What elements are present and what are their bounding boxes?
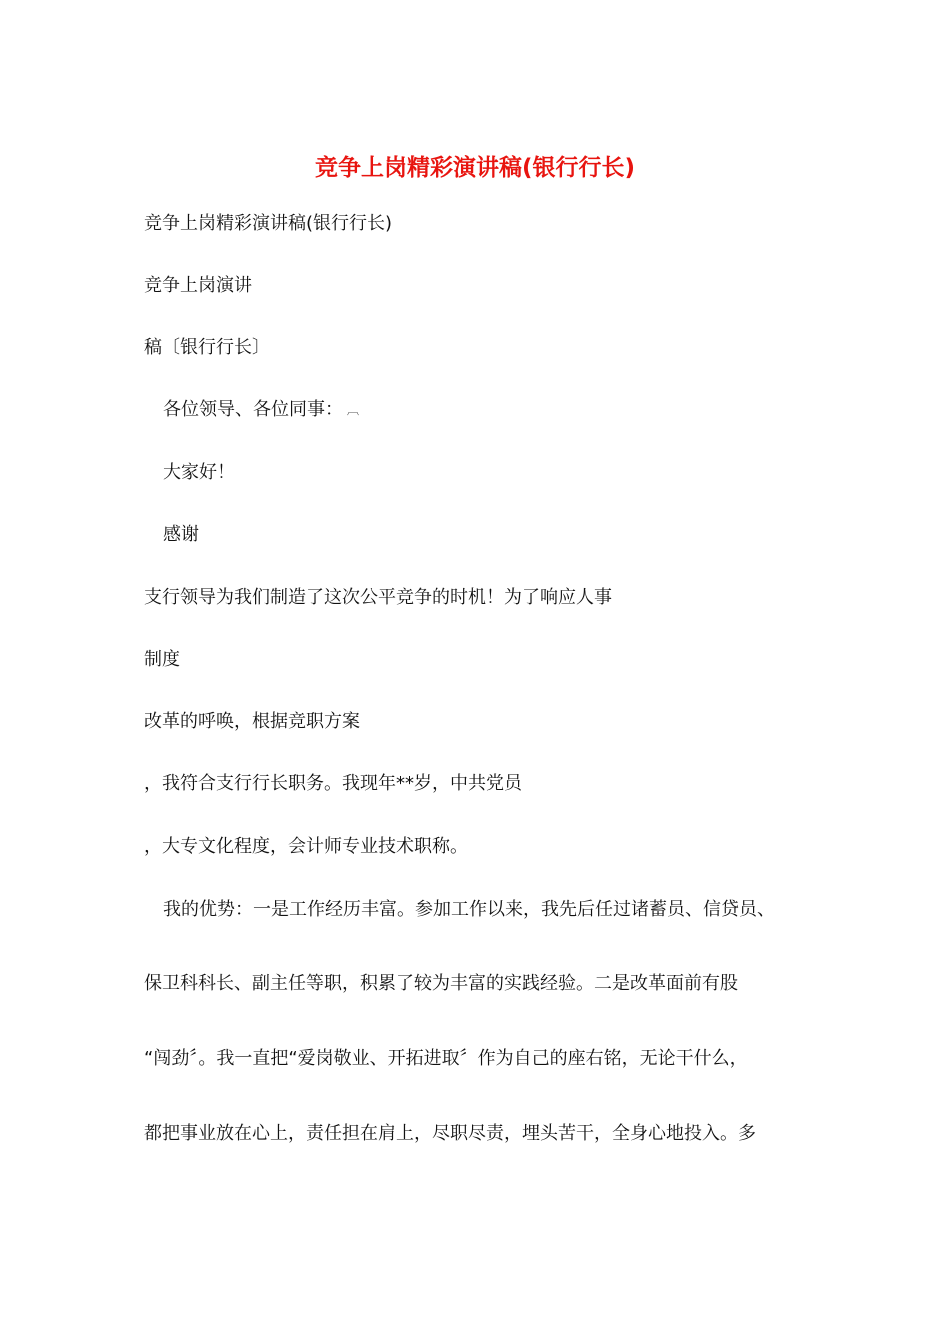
- text-line-8: 制度: [144, 649, 180, 670]
- bracket-mark-icon: ︹: [347, 403, 360, 417]
- text-line-1: 竞争上岗精彩演讲稿(银行行长): [144, 213, 393, 234]
- text-line-2: 竞争上岗演讲: [144, 275, 252, 296]
- text-line-9: 改革的呼唤，根据竞职方案: [144, 711, 360, 732]
- text-line-11: ，大专文化程度，会计师专业技术职称。: [144, 836, 468, 857]
- text-line-12: 我的优势：一是工作经历丰富。参加工作以来，我先后任过诸蓄员、信贷员、: [163, 899, 775, 920]
- text-line-3: 稿〔银行行长〕: [144, 337, 270, 358]
- document-title: 竞争上岗精彩演讲稿(银行行长): [314, 155, 636, 181]
- text-line-5: 大家好！: [163, 462, 235, 483]
- greeting-text: 各位领导、各位同事：: [163, 399, 343, 420]
- text-line-4: [163, 397, 359, 423]
- text-line-15: 都把事业放在心上，责任担在肩上，尽职尽责，埋头苦干，全身心地投入。多: [144, 1123, 756, 1144]
- text-line-10: ，我符合支行行长职务。我现年**岁，中共党员: [144, 773, 522, 794]
- text-line-14: “闯劲〞。我一直把“爱岗敬业、开拓进取〞作为自己的座右铭，无论干什么，: [144, 1048, 748, 1069]
- text-line-6: 感谢: [163, 524, 199, 545]
- text-line-7: 支行领导为我们制造了这次公平竞争的时机！为了响应人事: [144, 587, 612, 608]
- text-line-13: 保卫科科长、副主任等职，积累了较为丰富的实践经验。二是改革面前有股: [144, 973, 738, 994]
